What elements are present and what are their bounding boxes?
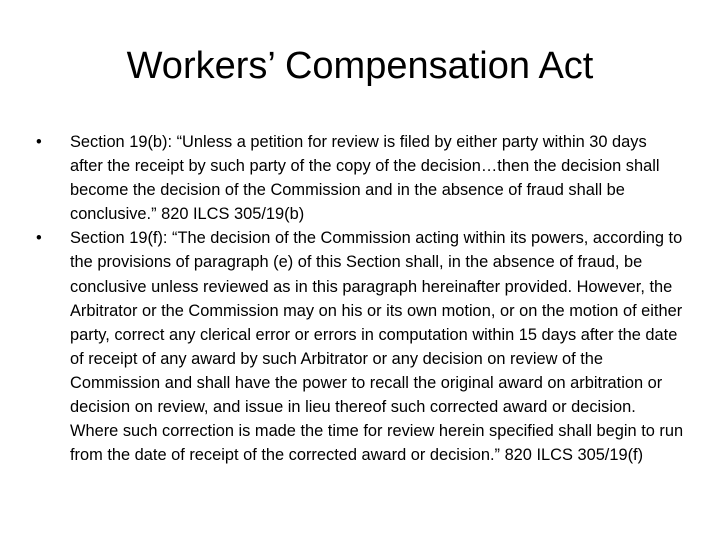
bullet-text-19f: Section 19(f): “The decision of the Commission acting within its powers, according to the provisions of paragraph (e) of this Section shall, in the absence of fraud, be conclusive unless reviewed as in this paragraph hereinafter provided. However, the Arbitrator or the Commission may on his or its own motion, or on the motion of either party, correct any clerical error or errors in computation within 15 days after the date of receipt of any award by such Arbitrator or any decision on review of the Commission and shall have the power to recall the original award on arbitration or decision on review, and issue in lieu thereof such corrected award or decision. Where such correction is made the time for review herein specified shall begin to run from the date of receipt of the corrected award or decision.” 820 ILCS 305/19(f): [70, 229, 684, 465]
bullet-item-19b: [36, 130, 684, 226]
bullet-text-19b: Section 19(b): “Unless a petition for review is filed by either party within 30 days after the receipt by such party of the copy of the decision…then the decision shall become the decision of the Commission and in the absence of fraud shall be conclusive.” 820 ILCS 305/19(b): [70, 133, 660, 224]
bullet-item-19f: [36, 226, 684, 467]
bullet-marker: •: [36, 133, 42, 151]
bullet-marker: •: [36, 229, 42, 248]
bullet-list: [36, 130, 684, 467]
slide-title: Workers’ Compensation Act: [126, 45, 594, 87]
